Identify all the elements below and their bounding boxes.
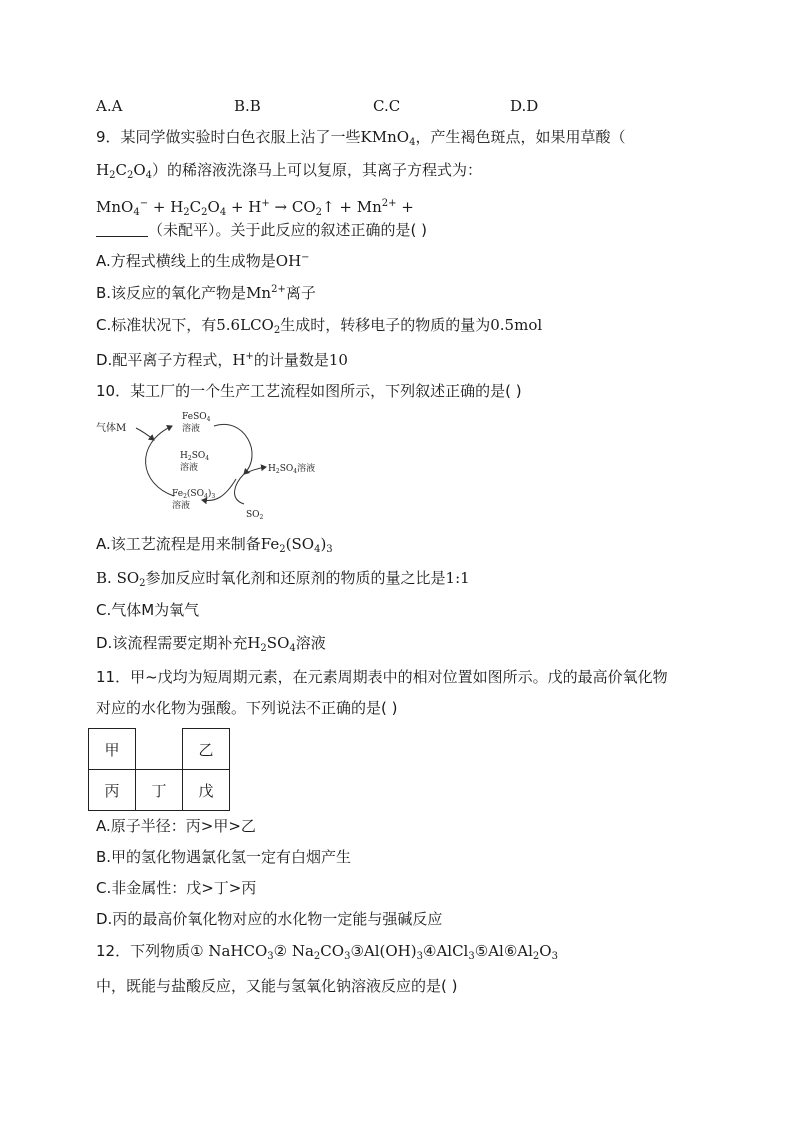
process-flow-diagram xyxy=(94,404,344,522)
table-cell-empty xyxy=(136,729,183,770)
q8-option-d[interactable]: D.D xyxy=(510,97,539,115)
q9-option-b[interactable]: B.该反应的氧化产物是$Mn^{2+}$离子 xyxy=(96,284,316,302)
q11-option-a[interactable]: A.原子半径：丙>甲>乙 xyxy=(96,817,256,835)
h2so4-inner-label: $H_2SO_4$ xyxy=(180,451,210,462)
feso4-label: FeSO$_4$ xyxy=(182,412,211,423)
table-cell-yi: 乙 xyxy=(183,729,230,770)
fe2so43-solution-label: 溶液 xyxy=(172,501,191,511)
q11-stem-line1: 11．甲~戊均为短周期元素，在元素周期表中的相对位置如图所示。戊的最高价氧化物 xyxy=(96,668,668,686)
q10-option-c[interactable]: C.气体M为氧气 xyxy=(96,601,200,619)
q12-stem-line1: 12．下列物质① NaHCO$_3$② $Na_2CO_3③Al(OH)_3④AlCl_3⑤Al⑥Al_2O_3$ xyxy=(96,942,558,962)
periodic-table-fragment xyxy=(88,728,230,811)
so2-label: $SO_2$ xyxy=(246,510,264,521)
h2so4-output-label: $H_2SO_4$溶液 xyxy=(268,464,316,475)
gas-m-label: 气体M xyxy=(96,423,127,434)
q11-option-b[interactable]: B.甲的氢化物遇氯化氢一定有白烟产生 xyxy=(96,848,352,866)
table-row xyxy=(89,729,230,770)
q10-option-b[interactable]: B. $SO_2$参加反应时氧化剂和还原剂的物质的量之比是1:1 xyxy=(96,569,470,589)
q9-option-c[interactable]: C.标准状况下，有$5.6LCO_2$生成时，转移电子的物质的量为0.5mol xyxy=(96,316,543,336)
answer-blank xyxy=(96,222,148,237)
q11-option-c[interactable]: C.非金属性：戊>丁>丙 xyxy=(96,879,257,897)
gas-m-arrow xyxy=(136,428,154,440)
q10-option-d[interactable]: D.该流程需要定期补充$H_2SO_4$溶液 xyxy=(96,634,326,654)
q10-stem: 10．某工厂的一个生产工艺流程如图所示，下列叙述正确的是( ) xyxy=(96,382,522,400)
feso4-solution-label: 溶液 xyxy=(182,424,201,434)
so2-inflow-arrow xyxy=(235,474,244,504)
q10-option-a[interactable]: A.该工艺流程是用来制备$Fe_2(SO_4)_3$ xyxy=(96,535,333,555)
fe2so43-label: $Fe_2(SO_4)_3$ xyxy=(172,489,216,500)
table-cell-bing: 丙 xyxy=(89,770,136,811)
q9-ionic-equation: $MnO_4^- + H_2C_2O_4 + H^+$ → $CO_2↑ + Mn^{2+}$ + xyxy=(96,198,414,218)
table-cell-wu: 戊 xyxy=(183,770,230,811)
q9-stem-line1: 9．某同学做实验时白色衣服上沾了一些KMnO$_4$，产生褐色斑点，如果用草酸（ xyxy=(96,128,626,148)
q9-stem-line4: （未配平）。关于此反应的叙述正确的是( ) xyxy=(96,220,427,240)
q9-stem-line2: $H_2C_2O_4$）的稀溶液洗涤马上可以复原，其离子方程式为： xyxy=(96,161,483,181)
table-row xyxy=(89,770,230,811)
q8-option-b[interactable]: B.B xyxy=(234,97,261,115)
q11-stem-line2: 对应的水化物为强酸。下列说法不正确的是( ) xyxy=(96,699,398,717)
q11-option-d[interactable]: D.丙的最高价氧化物对应的水化物一定能与强碱反应 xyxy=(96,910,443,928)
q8-options xyxy=(96,96,696,116)
q9-option-a[interactable]: A.方程式横线上的生成物是OH− xyxy=(96,252,310,270)
cycle-arc-top-right xyxy=(214,424,252,474)
q9-option-d[interactable]: D.配平离子方程式，H+的计量数是10 xyxy=(96,351,348,369)
table-cell-jia: 甲 xyxy=(89,729,136,770)
q12-stem-line2: 中，既能与盐酸反应，又能与氢氧化钠溶液反应的是( ) xyxy=(96,977,458,995)
table-cell-ding: 丁 xyxy=(136,770,183,811)
q8-option-c[interactable]: C.C xyxy=(373,97,401,115)
q8-option-a[interactable]: A.A xyxy=(96,97,123,115)
h2so4-inner-solution-label: 溶液 xyxy=(180,463,199,473)
